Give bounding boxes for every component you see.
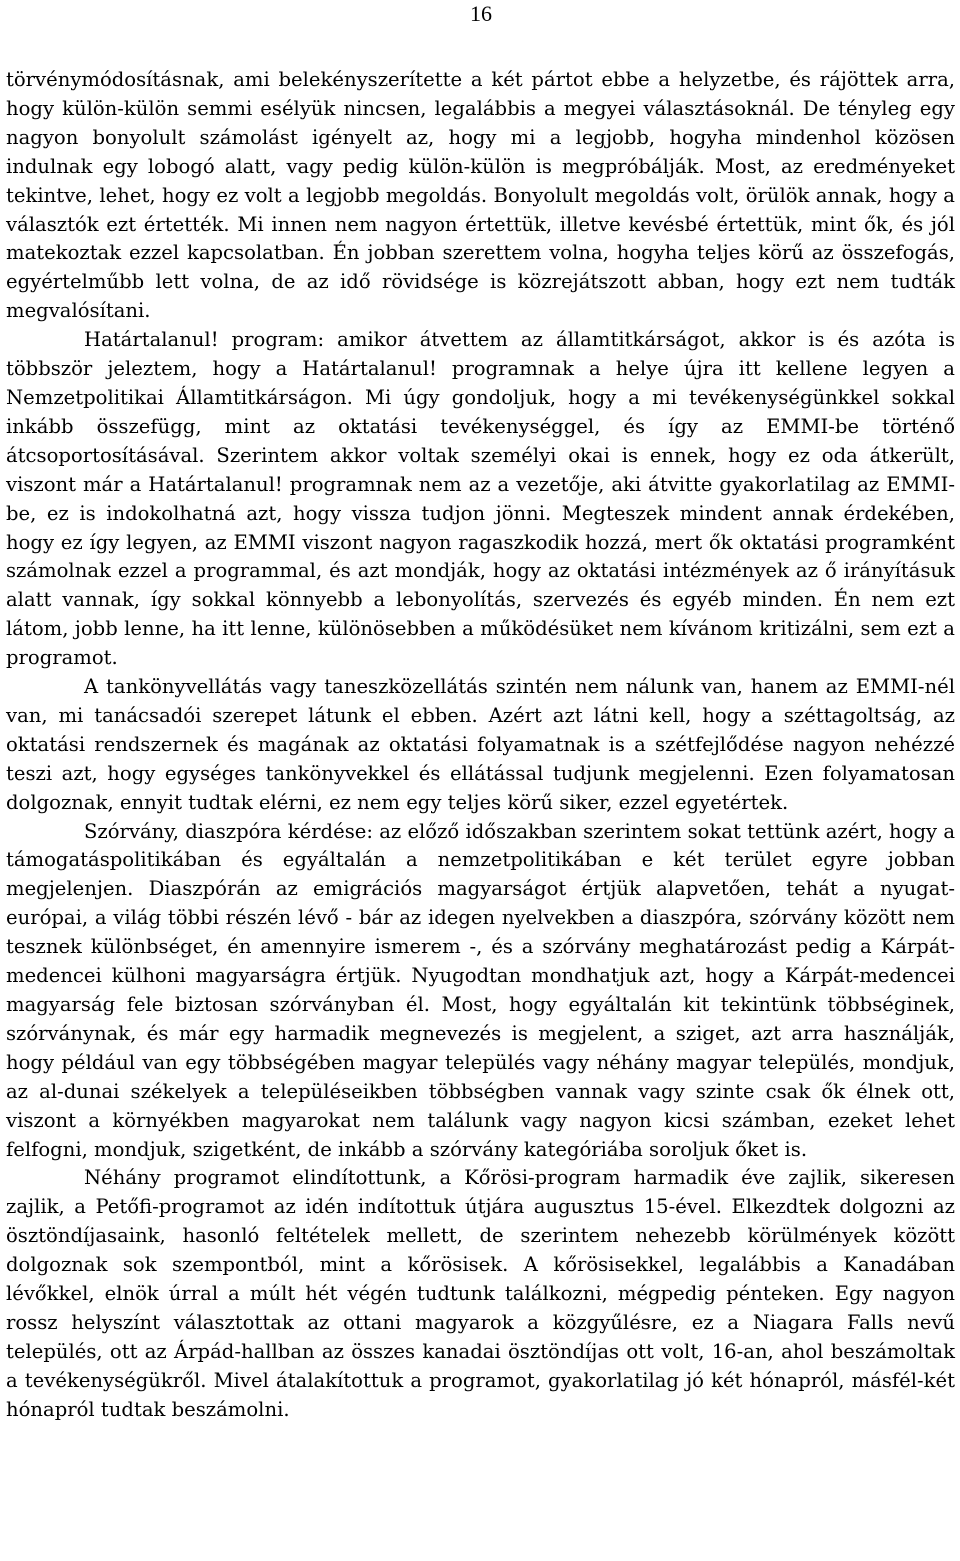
page-number: 16 [470, 1, 492, 26]
paragraph-hatartalanul: Határtalanul! program: amikor átvettem az államtitkárságot, akkor is és azóta is többször jeleztem, hogy a Határtalanul! programnak a helye újra itt kellene legyen a Nemzetpolitikai Államtitkárságon. Mi úgy gondoljuk, hogy a mi tevékenységünkkel sokkal inkább összefügg, mint az oktatási tevékenységgel, és így az EMMI-be történő átcsoportosításával. Szerintem akkor voltak személyi okai is ennek, hogy ez oda átkerült, viszont már a Határtalanul! programnak nem az a vezetője, aki átvitte gyakorlatilag az EMMI-be, ez is indokolhatná azt, hogy vissza tudjon jönni. Megteszek mindent annak érdekében, hogy ez így legyen, az EMMI viszont nagyon ragaszkodik hozzá, mert ők oktatási programként számolnak ezzel a programmal, és azt mondják, hogy az oktatási intézmények az ő irányításuk alatt vannak, így sokkal könnyebb a lebonyolítás, szervezés és egyéb minden. Én nem ezt látom, jobb lenne, ha itt lenne, különösebben a működésüket nem kívánom kritizálni, sem ezt a programot. [6, 328, 955, 670]
paragraph-szorvany-diaszpora: Szórvány, diaszpóra kérdése: az előző időszakban szerintem sokat tettünk azért, hogy a támogatáspolitikában és egyáltalán a nemzetpolitikában e két terület egyre jobban megjelenjen. Diaszpórán az emigrációs magyarságot értjük alapvetően, tehát a nyugat-európai, a világ többi részén lévő - bár az idegen nyelvekben a diaszpóra, szórvány között nem tesznek különbséget, én amennyire ismerem -, és a szórvány meghatározást pedig a Kárpát-medencei külhoni magyarságra értjük. Nyugodtan mondhatjuk azt, hogy a Kárpát-medencei magyarság fele biztosan szórványban él. Most, hogy egyáltalán kit tekintünk többséginek, szórványnak, és már egy harmadik megnevezés is megjelent, a sziget, azt arra használják, hogy például van egy többségében magyar település vagy néhány magyar település, mondjuk, az al-dunai székelyek a településeikben többségben vannak vagy szinte csak ők élnek ott, viszont a környékben magyarokat nem találunk vagy nagyon kicsi számban, ezeket lehet felfogni, mondjuk, szigetként, de inkább a szórvány kategóriába soroljuk őket is. [6, 819, 955, 1161]
paragraph-korosi-program: Néhány programot elindítottunk, a Kőrösi-program harmadik éve zajlik, sikeresen zajlik, a Petőfi-programot az idén indítottuk útjára augusztus 15-ével. Elkezdtek dolgozni az ösztöndíjasaink, hasonló feltételek mellett, de szerintem nehezebb körülmények között dolgoznak sok szempontból, mint a kőrösisek. A kőrösisekkel, legalábbis a Kanadában lévőkkel, elnök úrral a múlt hét végén tudtunk találkozni, mégpedig pénteken. Egy nagyon rossz helyszínt választottak az ottani magyarok a közgyűlésre, ez a Niagara Falls nevű település, ott az Árpád-hallban az összes kanadai ösztöndíjas ott volt, 16-an, ahol beszámoltak a tevékenységükről. Mivel átalakítottuk a programot, gyakorlatilag jó két hónapról, másfél-két hónapról tudtak beszámolni. [6, 1166, 955, 1421]
paragraph-continuation: törvénymódosításnak, ami belekényszerítette a két pártot ebbe a helyzetbe, és rájöttek arra, hogy külön-külön semmi esélyük nincsen, legalábbis a megyei választásoknál. De tényleg egy nagyon bonyolult számolást igényelt az, hogy mi a legjobb, hogyha mindenhol közösen indulnak egy lobogó alatt, vagy pedig külön-külön is megpróbálják. Most, az eredményeket tekintve, lehet, hogy ez volt a legjobb megoldás. Bonyolult megoldás volt, örülök annak, hogy a választók ezt értették. Mi innen nem nagyon értettük, illetve kevésbé értettük, mint ők, és jól matekoztak ezzel kapcsolatban. Én jobban szerettem volna, hogyha teljes körű az összefogás, egyértelműbb lett volna, de az idő rövidsége is közrejátszott abban, hogy ezt nem tudták megvalósítani. [6, 68, 955, 323]
document-body [6, 66, 955, 1425]
paragraph-tankonyvellatas: A tankönyvellátás vagy taneszközellátás szintén nem nálunk van, hanem az EMMI-nél van, mi tanácsadói szerepet látunk el ebben. Azért azt látni kell, hogy a széttagoltság, az oktatási rendszernek és magának az oktatási folyamatnak is a szétfejlődése nagyon nehézzé teszi azt, hogy egységes tankönyvekkel és ellátással tudjunk megjelenni. Ezen folyamatosan dolgoznak, ennyit tudtak elérni, ez nem egy teljes körű siker, ezzel egyetértek. [6, 675, 955, 814]
